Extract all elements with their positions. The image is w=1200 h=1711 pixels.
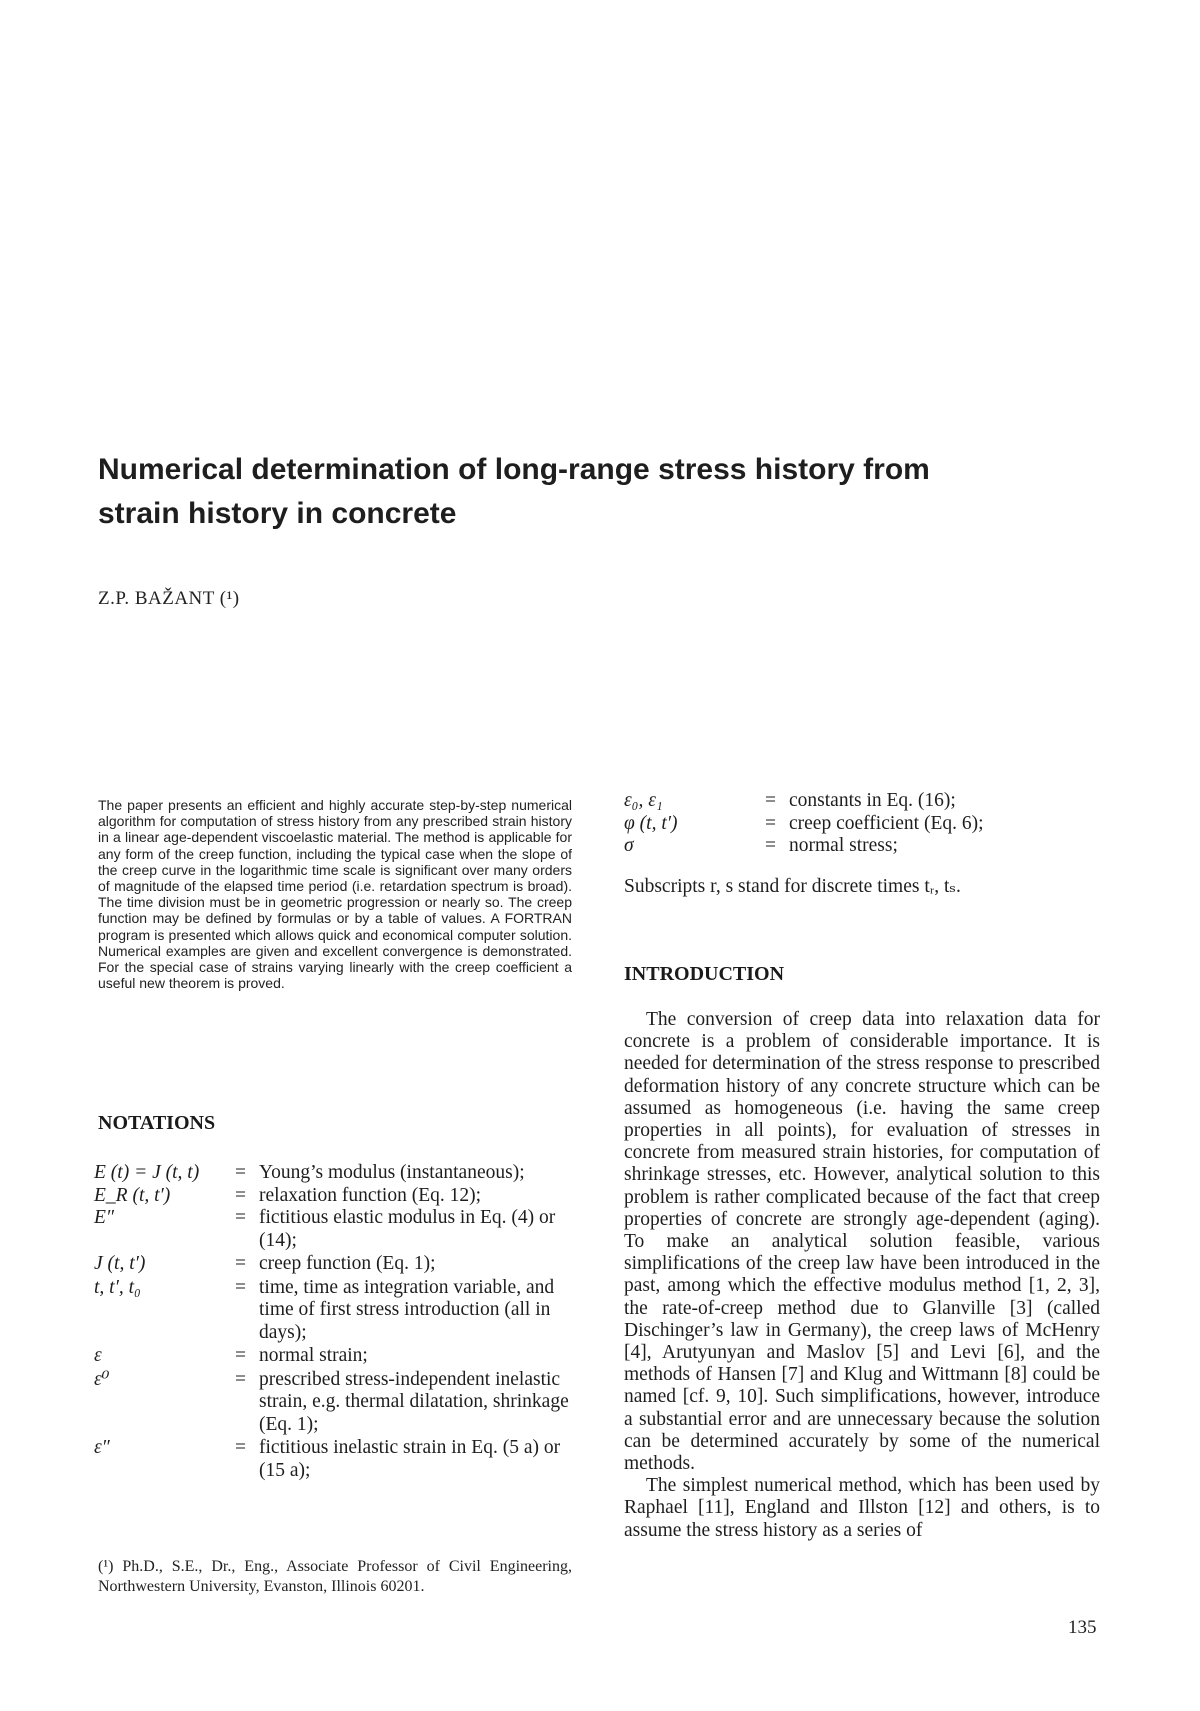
notation-symbol: ε⁰ bbox=[94, 1368, 110, 1390]
notation-definition: creep function (Eq. 1); bbox=[259, 1253, 436, 1274]
notation-row bbox=[94, 1185, 576, 1208]
notation-equals: = bbox=[235, 1162, 246, 1183]
notation-symbol: J (t, t′) bbox=[94, 1253, 146, 1274]
introduction-heading: INTRODUCTION bbox=[624, 963, 785, 985]
notation-equals: = bbox=[235, 1207, 246, 1228]
notation-equals: = bbox=[765, 835, 776, 856]
footnote: (¹) Ph.D., S.E., Dr., Eng., Associate Professor of Civil Engineering, Northwestern University, Evanston, Illinois 60201. bbox=[98, 1558, 572, 1595]
introduction-paragraph: The simplest numerical method, which has been used by Raphael [11], England and Illston [12] and others, is to assume the stress history as a series of bbox=[624, 1475, 1100, 1541]
page-number: 135 bbox=[1068, 1617, 1097, 1638]
notations-heading: NOTATIONS bbox=[98, 1112, 216, 1134]
notation-symbol: t, t′, t₀ bbox=[94, 1276, 141, 1298]
notation-definition: fictitious inelastic strain in Eq. (5 a) or (15 a); bbox=[259, 1437, 561, 1481]
subscripts-note: Subscripts r, s stand for discrete times tᵣ, tₛ. bbox=[624, 876, 961, 897]
author-line: Z.P. BAŽANT (¹) bbox=[98, 588, 240, 609]
notations-table-right bbox=[624, 790, 1094, 858]
notation-row bbox=[624, 813, 1094, 836]
notation-definition: Young’s modulus (instantaneous); bbox=[259, 1162, 525, 1183]
notation-symbol: E (t) = J (t, t) bbox=[94, 1162, 200, 1183]
notation-row bbox=[624, 835, 1094, 858]
notation-definition: time, time as integration variable, and time of first stress introduction (all in days); bbox=[259, 1276, 555, 1343]
notation-definition: constants in Eq. (16); bbox=[789, 790, 956, 811]
notation-row bbox=[94, 1276, 576, 1345]
notation-symbol: E″ bbox=[94, 1207, 115, 1228]
notation-row bbox=[624, 790, 1094, 813]
notation-equals: = bbox=[765, 790, 776, 811]
notation-row bbox=[94, 1436, 576, 1482]
notation-symbol: φ (t, t′) bbox=[624, 812, 678, 834]
notations-table-left bbox=[94, 1162, 576, 1482]
introduction-paragraph: The conversion of creep data into relaxation data for concrete is a problem of considerable importance. It is needed for determination of the stress response to prescribed deformation history of any concrete structure which can be assumed as homogeneous (i.e. having the same creep properties in all points), for evaluation of stresses in concrete from measured strain histories, for computation of shrinkage stresses, etc. However, analytical solution to this problem is rather complicated because of the fact that creep properties of concrete are strongly age-dependent (aging). To make an analytical solution feasible, various simplifications of the creep law have been introduced in the past, among which the effective modulus method [1, 2, 3], the rate-of-creep method due to Glanville [3] (called Dischinger’s law in Germany), the creep laws of McHenry [4], Arutyunyan and Maslov [5] and Levi [6], and the methods of Hansen [7] and Klug and Wittmann [8] could be named [cf. 9, 10]. Such simplifications, however, introduce a substantial error and are unnecessary because the solution can be determined accurately by some of the numerical methods. bbox=[624, 1009, 1100, 1475]
notation-equals: = bbox=[235, 1437, 246, 1458]
notation-definition: normal stress; bbox=[789, 835, 898, 856]
notation-equals: = bbox=[235, 1276, 246, 1298]
paper-title: Numerical determination of long-range stress history from strain history in concrete bbox=[98, 453, 930, 530]
notation-symbol: E_R (t, t′) bbox=[94, 1184, 171, 1206]
notation-definition: relaxation function (Eq. 12); bbox=[259, 1184, 482, 1206]
introduction-body bbox=[624, 1009, 1100, 1542]
notation-definition: creep coefficient (Eq. 6); bbox=[789, 812, 984, 834]
notation-row bbox=[94, 1344, 576, 1368]
notation-equals: = bbox=[235, 1253, 246, 1274]
notation-equals: = bbox=[765, 812, 776, 834]
notation-definition: normal strain; bbox=[259, 1345, 368, 1366]
notation-definition: fictitious elastic modulus in Eq. (4) or (14); bbox=[259, 1207, 556, 1251]
notation-symbol: ε″ bbox=[94, 1437, 110, 1458]
notation-equals: = bbox=[235, 1368, 246, 1390]
notation-row bbox=[94, 1252, 576, 1276]
notation-definition: prescribed stress-independent inelastic strain, e.g. thermal dilatation, shrinkage (Eq. 1); bbox=[259, 1368, 569, 1435]
abstract: The paper presents an efficient and highly accurate step-by-step numerical algorithm for computation of stress history from any prescribed strain history in a linear age-dependent viscoelastic material. The method is applicable for any form of the creep function, including the typical case when the slope of the creep curve in the logarithmic time scale is significant over many orders of magnitude of the elapsed time period (i.e. retardation spectrum is broad). The time division must be in geometric progression or nearly so. The creep function may be defined by formulas or by a table of values. A FORTRAN program is presented which allows quick and economical computer solution. Numerical examples are given and excellent convergence is demonstrated. For the special case of strains varying linearly with the creep coefficient a useful new theorem is proved. bbox=[98, 797, 572, 992]
notation-row bbox=[94, 1162, 576, 1185]
notation-symbol: ε₀, ε₁ bbox=[624, 790, 663, 811]
notation-row bbox=[94, 1368, 576, 1437]
notation-equals: = bbox=[235, 1345, 246, 1366]
notation-symbol: ε bbox=[94, 1345, 102, 1366]
notation-row bbox=[94, 1207, 576, 1252]
notation-symbol: σ bbox=[624, 835, 634, 856]
notation-equals: = bbox=[235, 1184, 246, 1206]
